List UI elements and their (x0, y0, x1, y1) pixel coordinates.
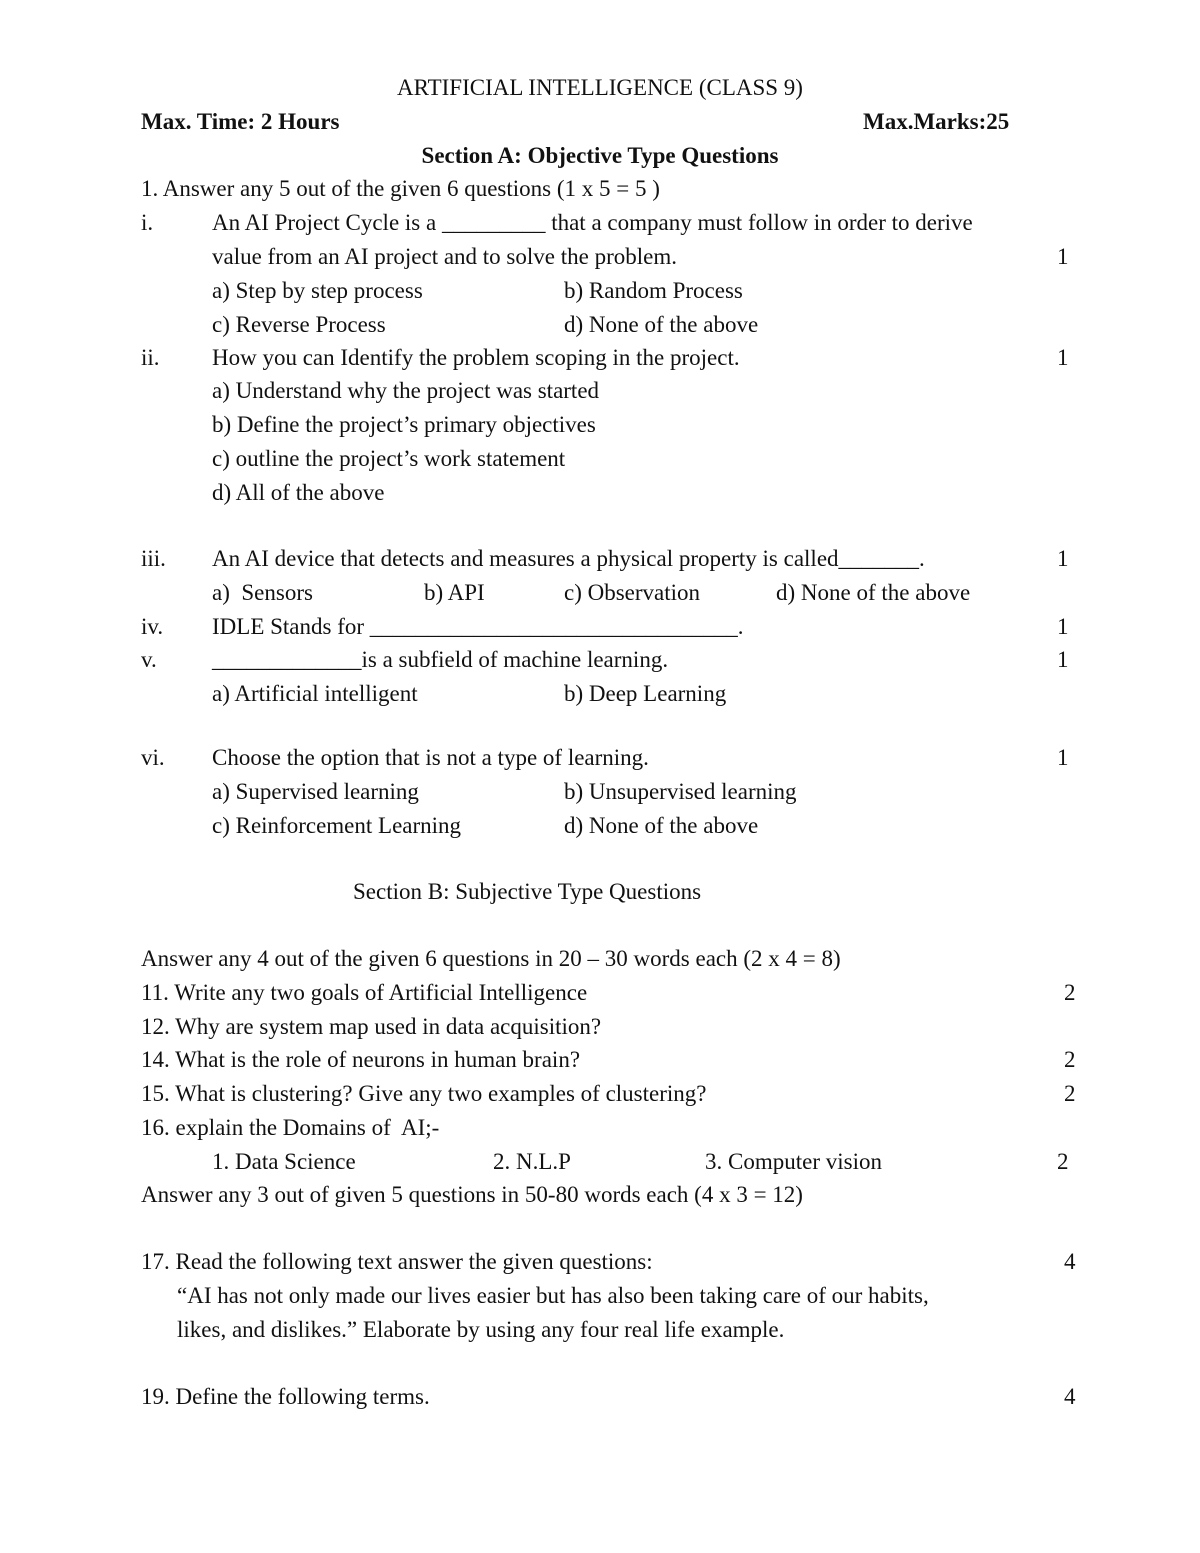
option: b) Deep Learning (564, 681, 727, 706)
option: c) Reinforcement Learning (212, 813, 462, 838)
option: b) Define the project’s primary objectives (212, 412, 596, 437)
question-marks: 4 (1064, 1384, 1076, 1409)
option: a) Artificial intelligent (212, 681, 418, 706)
question-text: Choose the option that is not a type of learning. (212, 745, 649, 770)
question-text: 17. Read the following text answer the given questions: (141, 1249, 653, 1274)
option: c) Reverse Process (212, 312, 386, 337)
question-text: How you can Identify the problem scoping in the project. (212, 345, 740, 370)
section-b-heading: Section B: Subjective Type Questions (353, 879, 702, 904)
section-b-instruction: Answer any 3 out of given 5 questions in 50-80 words each (4 x 3 = 12) (141, 1182, 803, 1207)
option: d) None of the above (564, 312, 759, 337)
question-marks: 1 (1057, 647, 1069, 672)
question-text: 11. Write any two goals of Artificial Intelligence (141, 980, 588, 1005)
option: a) Understand why the project was started (212, 378, 600, 403)
question-text: 19. Define the following terms. (141, 1384, 430, 1409)
question-number: iii. (141, 546, 166, 571)
option: b) Unsupervised learning (564, 779, 797, 804)
question-text: 16. explain the Domains of AI;- (141, 1115, 440, 1140)
question-number: ii. (141, 345, 160, 370)
question-number: v. (141, 647, 157, 672)
option: a) Sensors (212, 580, 313, 605)
question-marks: 1 (1057, 244, 1069, 269)
section-a-instruction: 1. Answer any 5 out of the given 6 questions (1 x 5 = 5 ) (141, 176, 660, 201)
question-marks: 2 (1064, 1081, 1076, 1106)
question-marks: 2 (1057, 1149, 1069, 1174)
section-a-heading: Section A: Objective Type Questions (421, 143, 779, 168)
option: d) None of the above (776, 580, 971, 605)
question-marks: 2 (1064, 980, 1076, 1005)
option: d) All of the above (212, 480, 385, 505)
option: a) Step by step process (212, 278, 423, 303)
option: b) Random Process (564, 278, 743, 303)
question-text: _____________is a subfield of machine learning. (212, 647, 669, 672)
option: c) outline the project’s work statement (212, 446, 566, 471)
question-text: IDLE Stands for ________________________________. (212, 614, 744, 639)
question-marks: 1 (1057, 546, 1069, 571)
question-text: 15. What is clustering? Give any two examples of clustering? (141, 1081, 707, 1106)
question-text: An AI Project Cycle is a _________ that a company must follow in order to derive (212, 210, 973, 235)
list-item: 1. Data Science (212, 1149, 356, 1174)
max-marks: Max.Marks:25 (863, 109, 1010, 134)
question-marks: 1 (1057, 345, 1069, 370)
question-text: An AI device that detects and measures a physical property is called_______. (212, 546, 925, 571)
quote-text: “AI has not only made our lives easier but has also been taking care of our habits, (177, 1283, 929, 1308)
question-marks: 4 (1064, 1249, 1076, 1274)
list-item: 3. Computer vision (705, 1149, 882, 1174)
list-item: 2. N.L.P (493, 1149, 571, 1174)
question-text: value from an AI project and to solve the problem. (212, 244, 677, 269)
paper-title: ARTIFICIAL INTELLIGENCE (CLASS 9) (397, 75, 803, 100)
option: b) API (424, 580, 485, 605)
question-number: i. (141, 210, 154, 235)
section-b-instruction: Answer any 4 out of the given 6 questions in 20 – 30 words each (2 x 4 = 8) (141, 946, 841, 971)
question-text: 14. What is the role of neurons in human brain? (141, 1047, 581, 1072)
question-number: iv. (141, 614, 164, 639)
max-time: Max. Time: 2 Hours (141, 109, 340, 134)
question-marks: 1 (1057, 745, 1069, 770)
question-marks: 1 (1057, 614, 1069, 639)
option: c) Observation (564, 580, 701, 605)
option: d) None of the above (564, 813, 759, 838)
question-number: vi. (141, 745, 165, 770)
question-text: 12. Why are system map used in data acquisition? (141, 1014, 602, 1039)
quote-text: likes, and dislikes.” Elaborate by using any four real life example. (177, 1317, 785, 1342)
question-marks: 2 (1064, 1047, 1076, 1072)
option: a) Supervised learning (212, 779, 419, 804)
